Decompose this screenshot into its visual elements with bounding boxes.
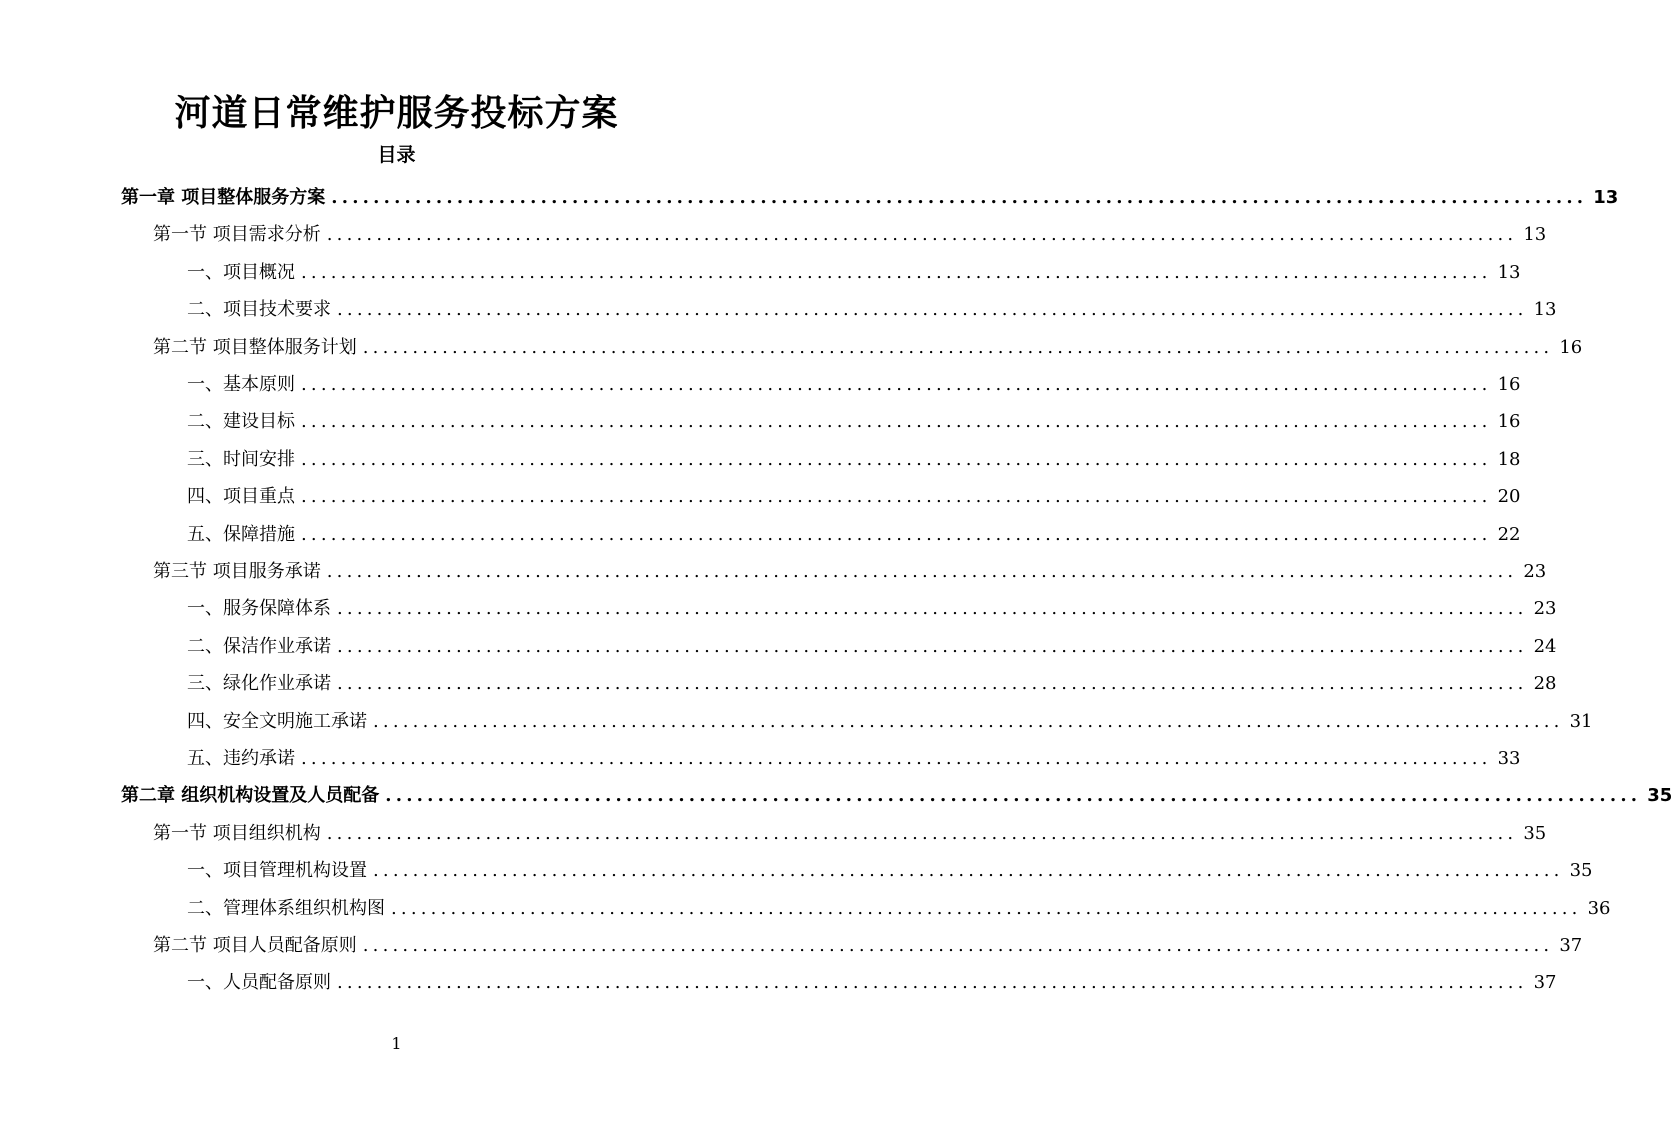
toc-dot-leader: ........................................................................................................................ (326, 561, 1518, 582)
page-number: 1 (391, 1034, 402, 1053)
toc-dot-leader: ........................................................................................................................ (337, 972, 1528, 993)
toc-entry-page: 23 (1533, 598, 1557, 619)
toc-dot-leader: ........................................................................................................................ (337, 673, 1528, 694)
toc-entry[interactable] (153, 553, 1547, 590)
toc-entry-page: 37 (1533, 972, 1557, 993)
toc-entry-title: 二、管理体系组织机构图 (187, 898, 385, 919)
toc-entry[interactable] (187, 628, 1557, 665)
toc-dot-leader: ........................................................................................................................ (301, 449, 1492, 470)
toc-entry-title: 四、安全文明施工承诺 (187, 711, 367, 732)
toc-entry[interactable] (187, 852, 1593, 889)
toc-entry-title: 一、项目管理机构设置 (187, 860, 367, 881)
toc-dot-leader: ........................................................................................................................ (373, 711, 1564, 732)
toc-entry[interactable] (187, 478, 1521, 515)
toc-entry[interactable] (153, 216, 1547, 253)
toc-entry-title: 第三节 项目服务承诺 (153, 561, 321, 582)
toc-dot-leader: ........................................................................................................................ (301, 748, 1492, 769)
toc-dot-leader: ........................................................................................................................ (391, 898, 1582, 919)
toc-dot-leader: ........................................................................................................................ (301, 262, 1492, 283)
toc-dot-leader: ........................................................................................................................ (326, 823, 1518, 844)
toc-entry-page: 33 (1497, 748, 1521, 769)
toc-entry[interactable] (121, 179, 1619, 216)
toc-entry[interactable] (187, 665, 1557, 702)
toc-entry[interactable] (187, 516, 1521, 553)
toc-dot-leader: ........................................................................................................................ (385, 785, 1642, 806)
toc-entry-page: 36 (1587, 898, 1611, 919)
toc-entry-title: 一、项目概况 (187, 262, 295, 283)
toc-entry-page: 31 (1569, 711, 1593, 732)
toc-dot-leader: ........................................................................................................................ (301, 411, 1492, 432)
toc-entry[interactable] (153, 329, 1583, 366)
toc-entry-title: 三、时间安排 (187, 449, 295, 470)
toc-dot-leader: ........................................................................................................................ (331, 187, 1588, 208)
toc-dot-leader: ........................................................................................................................ (373, 860, 1564, 881)
toc-entry-title: 二、保洁作业承诺 (187, 636, 331, 657)
toc-entry-page: 37 (1559, 935, 1583, 956)
toc-entry-page: 16 (1559, 337, 1583, 358)
toc-entry-page: 28 (1533, 673, 1557, 694)
toc-entry[interactable] (187, 403, 1521, 440)
toc-entry-title: 第二节 项目人员配备原则 (153, 935, 357, 956)
toc-dot-leader: ........................................................................................................................ (337, 299, 1528, 320)
document-title: 河道日常维护服务投标方案 (174, 93, 619, 134)
toc-entry-page: 13 (1523, 224, 1547, 245)
toc-dot-leader: ........................................................................................................................ (337, 598, 1528, 619)
toc-entry-title: 第一节 项目需求分析 (153, 224, 321, 245)
toc-entry-page: 35 (1569, 860, 1593, 881)
toc-entry[interactable] (153, 927, 1583, 964)
toc-entry[interactable] (187, 590, 1557, 627)
toc-heading: 目录 (377, 144, 416, 166)
toc-entry[interactable] (187, 441, 1521, 478)
toc-entry[interactable] (187, 964, 1557, 1001)
toc-entry[interactable] (187, 366, 1521, 403)
toc-entry-page: 13 (1533, 299, 1557, 320)
toc-dot-leader: ........................................................................................................................ (326, 224, 1518, 245)
toc-dot-leader: ........................................................................................................................ (337, 636, 1528, 657)
toc-entry-title: 二、项目技术要求 (187, 299, 331, 320)
toc-entry-page: 24 (1533, 636, 1557, 657)
toc-entry-title: 五、违约承诺 (187, 748, 295, 769)
toc-entry[interactable] (187, 890, 1611, 927)
toc-entry-page: 13 (1497, 262, 1521, 283)
toc-entry-page: 23 (1523, 561, 1547, 582)
toc-entry[interactable] (121, 777, 1672, 814)
toc-entry-title: 第一节 项目组织机构 (153, 823, 321, 844)
toc-dot-leader: ........................................................................................................................ (301, 524, 1492, 545)
toc-dot-leader: ........................................................................................................................ (301, 486, 1492, 507)
toc-entry-page: 16 (1497, 374, 1521, 395)
toc-entry[interactable] (153, 815, 1547, 852)
toc-entry-page: 22 (1497, 524, 1521, 545)
toc-entry-page: 13 (1593, 187, 1619, 208)
toc-entry-page: 20 (1497, 486, 1521, 507)
toc-entry-title: 第二节 项目整体服务计划 (153, 337, 357, 358)
toc-entry-page: 18 (1497, 449, 1521, 470)
toc-entry-title: 四、项目重点 (187, 486, 295, 507)
toc-entry-title: 一、人员配备原则 (187, 972, 331, 993)
toc-entry[interactable] (187, 740, 1521, 777)
toc-entry[interactable] (187, 291, 1557, 328)
toc-dot-leader: ........................................................................................................................ (362, 337, 1554, 358)
toc-entry-title: 五、保障措施 (187, 524, 295, 545)
toc-entry-title: 三、绿化作业承诺 (187, 673, 331, 694)
toc-dot-leader: ........................................................................................................................ (301, 374, 1492, 395)
toc-entry[interactable] (187, 703, 1593, 740)
toc-entry-title: 第一章 项目整体服务方案 (121, 187, 326, 208)
toc-entry-title: 一、基本原则 (187, 374, 295, 395)
toc-dot-leader: ........................................................................................................................ (362, 935, 1554, 956)
toc-entry-page: 35 (1647, 785, 1672, 806)
toc-entry[interactable] (187, 254, 1521, 291)
toc-entry-page: 35 (1523, 823, 1547, 844)
toc-entry-page: 16 (1497, 411, 1521, 432)
toc-entry-title: 一、服务保障体系 (187, 598, 331, 619)
toc-entry-title: 二、建设目标 (187, 411, 295, 432)
toc-entry-title: 第二章 组织机构设置及人员配备 (121, 785, 380, 806)
